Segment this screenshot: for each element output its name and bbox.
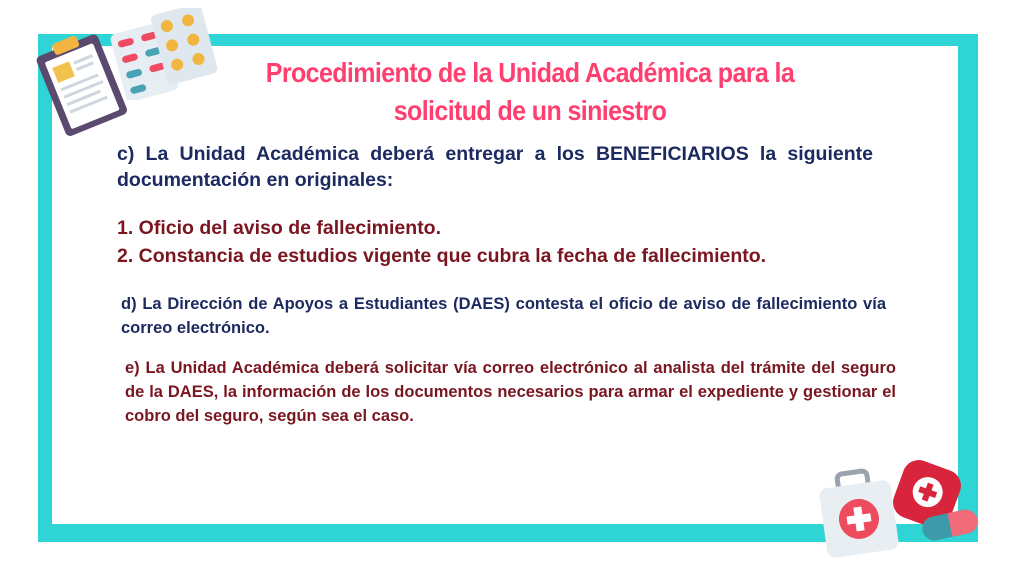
paragraph-e: e) La Unidad Académica deberá solicitar vía correo electrónico al analista del trámite del seguro de la DAES, la información de los documentos necesarios para armar el expediente y gestionar el cobro del seguro, según sea el caso. xyxy=(125,359,896,425)
paragraph-d: d) La Dirección de Apoyos a Estudiantes (DAES) contesta el oficio de aviso de fallecimiento vía correo electrónico. xyxy=(121,295,886,337)
list-item: 2. Constancia de estudios vigente que cubra la fecha de fallecimiento. xyxy=(117,245,767,267)
list-item: 1. Oficio del aviso de fallecimiento. xyxy=(117,217,442,239)
title-line-2: solicitud de un siniestro xyxy=(393,95,667,127)
paragraph-c: c) La Unidad Académica deberá entregar a los BENEFICIARIOS la siguiente documentación en originales: xyxy=(117,143,873,191)
title-line-1: Procedimiento de la Unidad Académica para la xyxy=(265,57,795,89)
capsule-icon xyxy=(918,505,982,545)
document-list xyxy=(117,214,877,270)
page-title xyxy=(200,54,860,130)
